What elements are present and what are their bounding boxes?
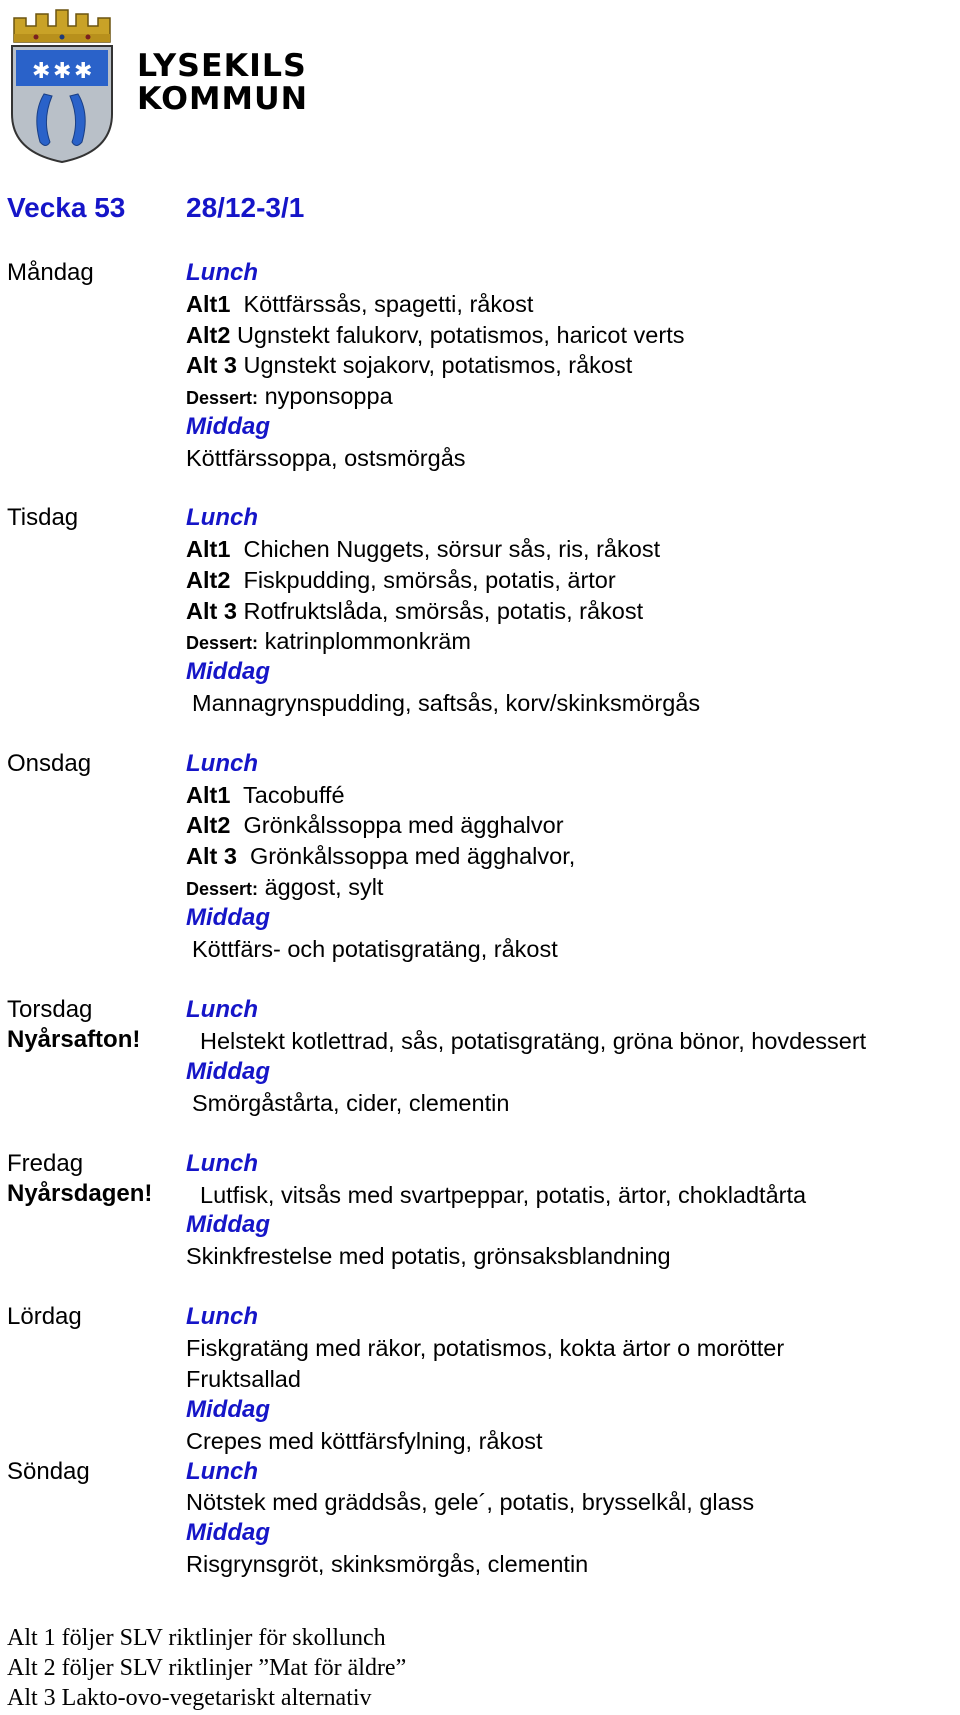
alt-label: Alt2 (186, 812, 231, 838)
lunch-heading: Lunch (186, 1458, 258, 1485)
day-name: Fredag (7, 1150, 84, 1177)
alt-label: Alt1 (186, 536, 231, 562)
dinner-heading: Middag (186, 413, 270, 440)
lunch-heading: Lunch (186, 504, 258, 531)
menu-line-dinner: Crepes med köttfärsfylning, råkost (186, 1428, 543, 1454)
menu-line-alt2 (186, 320, 684, 350)
menu-line-lunch: Helstekt kotlettrad, sås, potatisgratäng, gröna bönor, hovdessert (200, 1028, 867, 1054)
lunch-heading: Lunch (186, 996, 258, 1023)
menu-line-alt3 (186, 596, 643, 626)
dish: äggost, sylt (264, 874, 384, 900)
dessert-label: Dessert: (186, 388, 259, 408)
day-label-monday: Måndag (7, 259, 94, 286)
menu-line-lunch: Lutfisk, vitsås med svartpeppar, potatis, ärtor, chokladtårta (200, 1182, 807, 1208)
menu-line-dessert (186, 872, 383, 904)
day-name: Torsdag (7, 996, 93, 1023)
menu-line-alt2 (186, 565, 616, 595)
lunch-heading: Lunch (186, 1303, 258, 1330)
day-label-wednesday: Onsdag (7, 750, 92, 777)
alt-label: Alt1 (186, 291, 231, 317)
day-label-tuesday: Tisdag (7, 504, 79, 531)
dish: Grönkålssoppa med ägghalvor (243, 812, 564, 838)
crown-icon (14, 10, 110, 42)
dessert-label: Dessert: (186, 879, 259, 899)
svg-text:✱: ✱ (74, 59, 93, 84)
menu-line-lunch: Fiskgratäng med räkor, potatismos, kokta ärtor o morötter (186, 1335, 785, 1361)
shield-icon (12, 46, 112, 162)
dish: Ugnstekt sojakorv, potatismos, råkost (243, 352, 633, 378)
dinner-heading: Middag (186, 1519, 270, 1546)
day-label-saturday: Lördag (7, 1303, 82, 1330)
lunch-heading: Lunch (186, 1150, 258, 1177)
dessert-label: Dessert: (186, 633, 259, 653)
footnote-alt2: Alt 2 följer SLV riktlinjer ”Mat för äldre” (7, 1655, 407, 1681)
lunch-heading: Lunch (186, 750, 258, 777)
holiday-note: Nyårsafton! (7, 1026, 141, 1053)
menu-line-alt1 (186, 780, 345, 810)
day-label-sunday: Söndag (7, 1458, 90, 1485)
dinner-heading: Middag (186, 1211, 270, 1238)
menu-line-dinner: Mannagrynspudding, saftsås, korv/skinksmörgås (192, 690, 701, 716)
week-dates: 28/12-3/1 (186, 192, 305, 223)
day-label-friday (7, 1149, 152, 1209)
menu-line-lunch: Nötstek med gräddsås, gele´, potatis, brysselkål, glass (186, 1489, 755, 1515)
dish: Fiskpudding, smörsås, potatis, ärtor (243, 567, 616, 593)
dish: Tacobuffé (243, 782, 345, 808)
menu-line-alt1 (186, 289, 533, 319)
menu-line-alt3 (186, 841, 575, 871)
brand-line-2: KOMMUN (137, 81, 309, 117)
dinner-heading: Middag (186, 1058, 270, 1085)
alt-label: Alt 3 (186, 598, 237, 624)
dish: Chichen Nuggets, sörsur sås, ris, råkost (243, 536, 661, 562)
municipality-crest-logo (6, 4, 116, 164)
menu-line-dinner: Köttfärs- och potatisgratäng, råkost (192, 936, 558, 962)
dinner-heading: Middag (186, 658, 270, 685)
dish: katrinplommonkräm (264, 628, 471, 654)
dinner-heading: Middag (186, 1396, 270, 1423)
dish: Köttfärssås, spagetti, råkost (243, 291, 534, 317)
menu-line-dinner: Risgrynsgröt, skinksmörgås, clementin (186, 1551, 589, 1577)
alt-label: Alt2 (186, 567, 231, 593)
dish: Grönkålssoppa med ägghalvor, (250, 843, 576, 869)
menu-line-alt2 (186, 810, 564, 840)
menu-line-lunch-dessert: Fruktsallad (186, 1366, 301, 1392)
svg-text:✱: ✱ (32, 59, 51, 84)
menu-line-dessert (186, 381, 393, 413)
menu-line-dessert (186, 626, 471, 658)
dinner-heading: Middag (186, 904, 270, 931)
week-number: Vecka 53 (7, 192, 126, 223)
alt-label: Alt2 (186, 322, 231, 348)
menu-line-alt3 (186, 350, 632, 380)
dish: Ugnstekt falukorv, potatismos, haricot verts (236, 322, 685, 348)
lunch-heading: Lunch (186, 259, 258, 286)
alt-label: Alt1 (186, 782, 231, 808)
alt-label: Alt 3 (186, 352, 237, 378)
svg-text:✱: ✱ (53, 59, 72, 84)
menu-line-alt1 (186, 534, 660, 564)
alt-label: Alt 3 (186, 843, 237, 869)
footnote-alt1: Alt 1 följer SLV riktlinjer för skollunch (7, 1625, 386, 1651)
footnote-alt3: Alt 3 Lakto-ovo-vegetariskt alternativ (7, 1685, 372, 1711)
day-label-thursday (7, 995, 140, 1055)
menu-line-dinner: Smörgåstårta, cider, clementin (192, 1090, 510, 1116)
holiday-note: Nyårsdagen! (7, 1180, 153, 1207)
menu-line-dinner: Köttfärssoppa, ostsmörgås (186, 445, 466, 471)
brand-line-1: LYSEKILS (137, 48, 307, 84)
municipality-name (137, 48, 309, 117)
dish: nyponsoppa (264, 383, 393, 409)
dish: Rotfruktslåda, smörsås, potatis, råkost (243, 598, 644, 624)
menu-line-dinner: Skinkfrestelse med potatis, grönsaksblandning (186, 1243, 671, 1269)
